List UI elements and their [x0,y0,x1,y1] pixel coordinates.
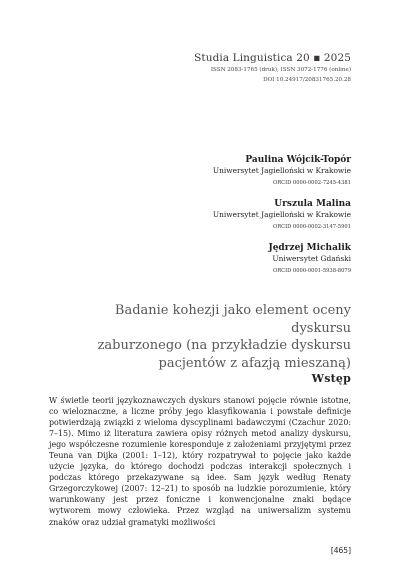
author-affiliation: Uniwersytet Jagielloński w Krakowie [212,210,351,219]
author-name: Urszula Malina [274,199,351,209]
author-name: Paulina Wójcik-Topór [245,155,351,165]
author-orcid: ORCID 0000-0001-5938-8079 [272,268,351,274]
journal-header [194,52,351,84]
author-affiliation: Uniwersytet Gdański [272,254,351,263]
article-title-line: zaburzonego (na przykładzie dyskursu [97,338,351,353]
journal-doi: DOI 10.24917/20831765.20.28 [263,77,351,83]
author-list [213,154,351,286]
section-heading: Wstęp [311,372,351,385]
article-title-line: Badanie kohezji jako element oceny dyskursu [114,303,351,336]
author-name: Jędrzej Michalik [268,243,351,253]
author-affiliation: Uniwersytet Jagielloński w Krakowie [212,166,351,175]
author-block [213,242,351,275]
author-block [213,154,351,187]
page-number: [465] [330,546,351,555]
journal-title: Studia Linguistica 20 ▪ 2025 [194,52,351,64]
author-orcid: ORCID 0000-0002-3147-5901 [272,224,351,230]
article-title [61,302,351,372]
author-orcid: ORCID 0000-0002-7245-4381 [272,180,351,186]
journal-issn: ISSN 2083-1765 (druk), ISSN 3072-1776 (online) [210,67,351,73]
article-title-line: pacjentów z afazją mieszaną) [158,355,351,371]
author-block [213,198,351,231]
body-text [49,395,351,528]
body-paragraph: W świetle teorii językoznawczych dyskurs stanowi pojęcie równie istotne, co wieloznaczne, a liczne próby jego klasyfikowania i powstałe definicje potwierdzają związki z wieloma dyscyplinami badawczymi (Czachur 2020: 7–15). Mimo iż literatura zawiera opisy różnych metod analizy dyskursu, jego współczesne rozumienie koresponduje z założeniami przyjętymi przez Teuna van Dijka (2001: 1–12), który rozpatrywał to pojęcie jako każde użycie języka, do którego dochodzi podczas interakcji społecznych i podczas którego przekazywane są idee. Sam język według Renaty Grzegorczykowej (2007: 12–21) to sposób na ludzkie porozumienie, który warunkowany jest przez foniczne i konwencjonalne znaki będące wytworem mowy człowieka. Przez wzgląd na uniwersalizm systemu znaków oraz udział gramatyki możliwości [49,396,351,527]
